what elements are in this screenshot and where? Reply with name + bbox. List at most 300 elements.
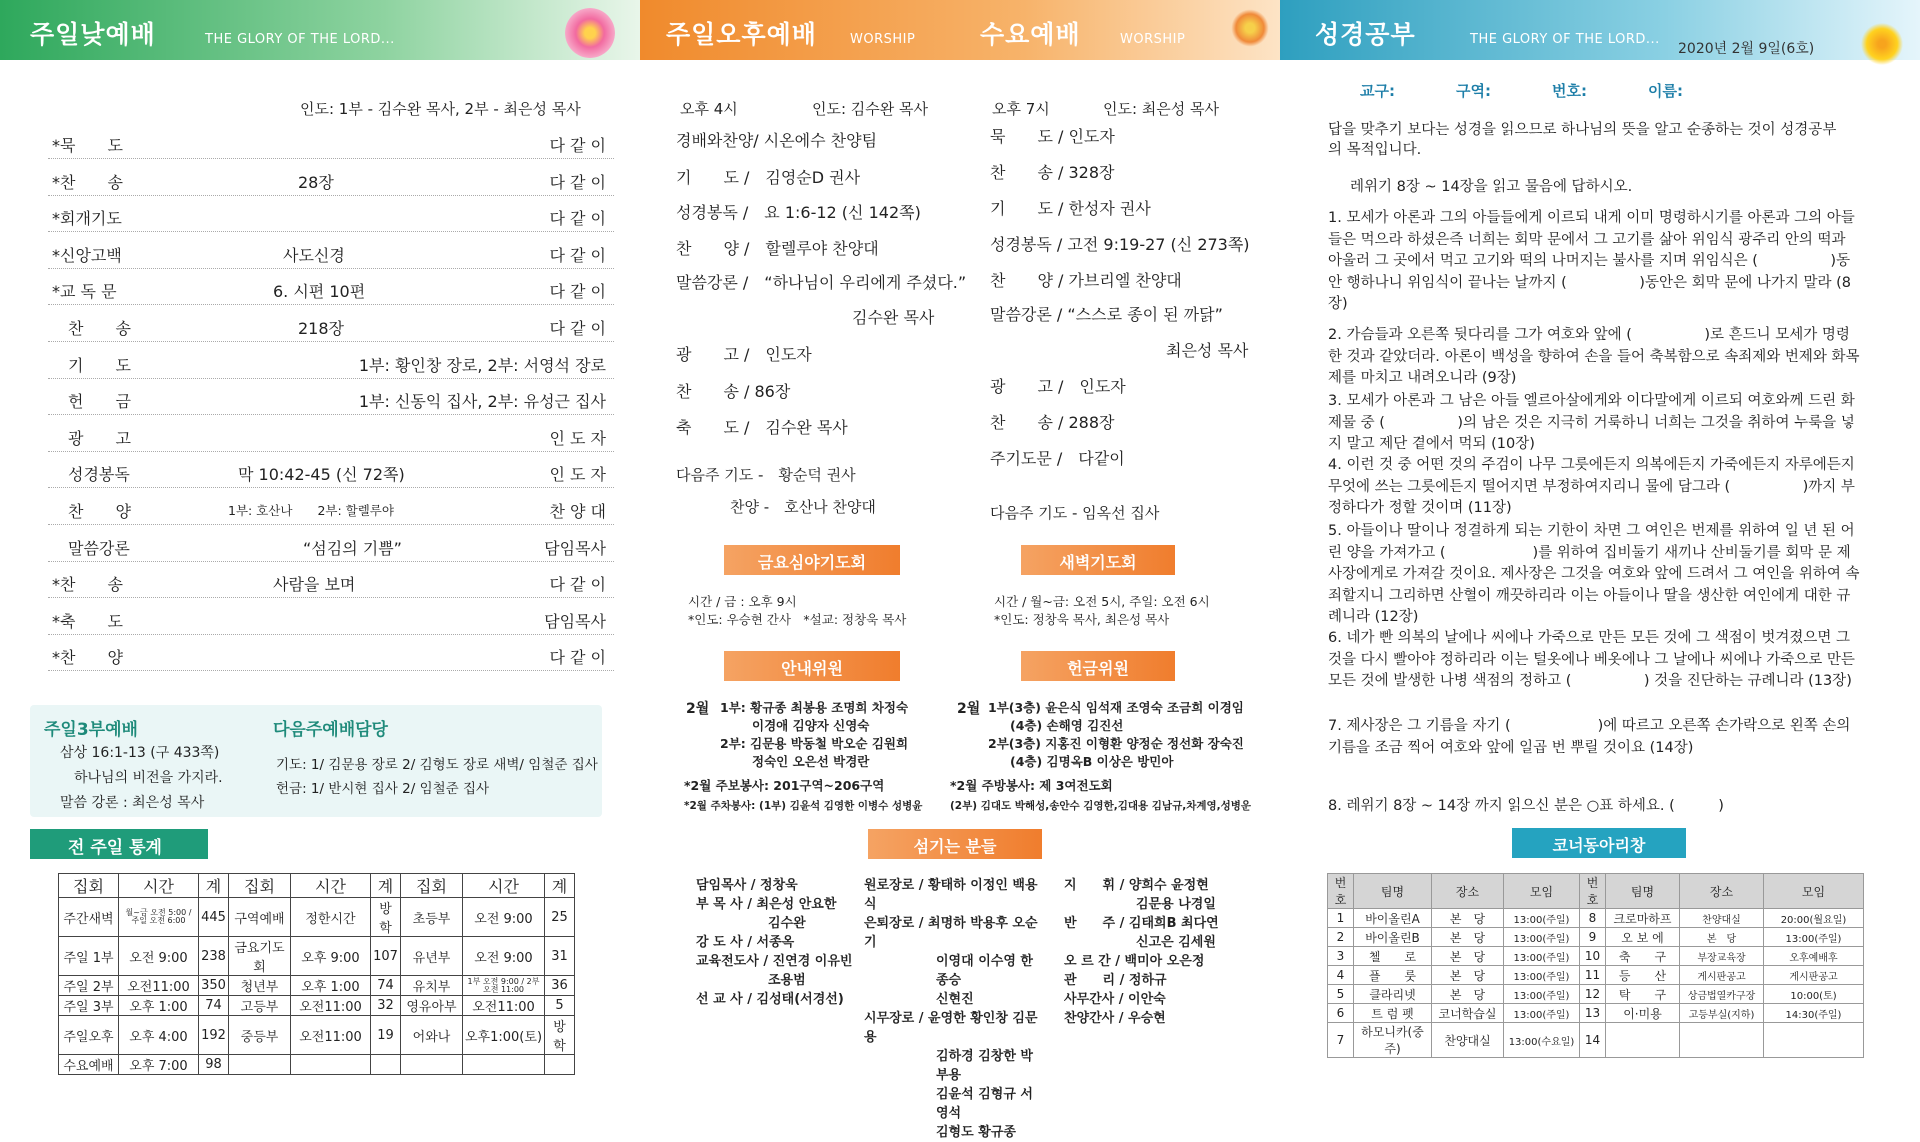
afternoon-line: 찬 송 / 86장 [676, 382, 791, 401]
club-row [1328, 909, 1864, 928]
club-cell [1764, 1023, 1864, 1058]
stats-row [59, 937, 575, 976]
order-leader: 인 도 자 [549, 428, 606, 448]
order-row [48, 526, 614, 562]
club-cell: 축 구 [1606, 947, 1680, 966]
stats-cell: 107 [371, 937, 401, 976]
stats-cell: 74 [199, 996, 229, 1016]
club-cell: 플 룻 [1354, 966, 1432, 985]
club-cell: 바이올린B [1354, 928, 1432, 947]
stats-cell: 주일 3부 [59, 996, 119, 1016]
order-row [48, 452, 614, 488]
stats-cell [545, 1055, 575, 1075]
afternoon-line: 김수완 목사 [852, 308, 935, 327]
bible-question: 7. 제사장은 그 기름을 자기 ( )에 따르고 오른쪽 손가락으로 왼쪽 손의 기름을 조금 찍어 여호와 앞에 일곱 번 뿌릴 것이요 (14장) [1328, 718, 1851, 756]
stats-cell: 445 [199, 898, 229, 937]
stats-cell: 74 [371, 976, 401, 996]
order-leader: 1부: 신동익 집사, 2부: 유성근 집사 [358, 392, 606, 412]
bible-question: 5. 아들이나 딸이나 정결하게 되는 기한이 차면 그 여인은 번제를 위하여 일 년 된 어린 양을 가져가고 ( )를 위하여 집비둘기 새끼나 산비둘기를 회막 문 제사장에게로 가져갈 것이요. 제사장은 그것을 여호와 앞에 드려서 그 여인을 위하여 속죄할지니 그리하면 산혈이 깨끗하리라 이는 아들이나 딸을 생산한 여인에게 대한 규례니라 (12장) [1328, 523, 1860, 625]
guide-bulletin-service: *2월 주보봉사: 201구역~206구역 [684, 778, 885, 793]
order-leader: 1부: 황인창 장로, 2부: 서영석 장로 [358, 355, 606, 375]
afternoon-line: 말씀강론 / “하나님이 우리에게 주셨다.” [676, 273, 967, 292]
order-row [48, 306, 614, 342]
servant-line: 관 리 / 정하규 [1064, 973, 1167, 988]
header-wednesday-title: 수요예배 [980, 20, 1081, 49]
club-cell: 9 [1580, 928, 1606, 947]
servant-line: 지 휘 / 양희수 윤정현 [1064, 878, 1209, 893]
stats-cell: 32 [371, 996, 401, 1016]
club-header-cell: 팀명 [1606, 874, 1680, 909]
club-cell: 게시판공고 [1680, 966, 1764, 985]
stats-header-cell: 시간 [291, 874, 371, 898]
flower-icon [565, 8, 615, 58]
wednesday-time: 오후 7시 [992, 100, 1050, 118]
wednesday-next-prayer: 다음주 기도 - 임옥선 집사 [990, 504, 1160, 522]
club-cell: 본 당 [1432, 985, 1504, 1004]
club-cell: 14:30(주일) [1764, 1004, 1864, 1023]
guide-line-4: 정숙인 오은선 박경란 [752, 754, 870, 769]
afternoon-line: 광 고 / 인도자 [676, 345, 812, 364]
order-leader: 다 같 이 [549, 282, 606, 302]
club-header-cell: 장소 [1432, 874, 1504, 909]
servant-line: 신고은 김세원 [1136, 935, 1216, 950]
third-service-preacher: 말씀 강론 : 최은성 목사 [60, 795, 205, 811]
stats-cell: 오후 1:00 [291, 976, 371, 996]
order-row [48, 123, 614, 159]
stats-cell [371, 1055, 401, 1075]
stats-cell [401, 1055, 463, 1075]
dawn-leaders: *인도: 정창욱 목사, 최은성 목사 [994, 612, 1170, 627]
club-cell: 찬양대실 [1432, 1023, 1504, 1058]
stats-header-cell: 계 [371, 874, 401, 898]
club-cell: 이·미용 [1606, 1004, 1680, 1023]
club-cell: 고등부실(지하) [1680, 1004, 1764, 1023]
stats-row [59, 1055, 575, 1075]
servant-line: 은퇴장로 / 최명하 박용후 오순기 [864, 916, 1038, 950]
club-cell: 13:00(주일) [1504, 947, 1580, 966]
order-label: *신앙고백 [52, 245, 122, 265]
offering-committee-title: 헌금위원 [1021, 651, 1175, 681]
order-detail: 사람을 보며 [273, 575, 356, 595]
stats-header-cell: 시간 [119, 874, 199, 898]
bulletin-date: 2020년 2월 9일(6호) [1678, 41, 1815, 57]
club-cell: 13:00(주일) [1504, 928, 1580, 947]
club-cell: 20:00(월요일) [1764, 909, 1864, 928]
servant-line: 조용범 [768, 973, 806, 988]
offering-line-4: (4층) 김명옥B 이상은 방민아 [1010, 754, 1174, 769]
third-service-scripture: 삼상 16:1-13 (구 433쪽) [60, 745, 220, 761]
stats-header-cell: 계 [545, 874, 575, 898]
club-cell: 크로마하프 [1606, 909, 1680, 928]
order-row [48, 379, 614, 415]
club-row [1328, 966, 1864, 985]
club-cell: 14 [1580, 1023, 1606, 1058]
club-cell: 13:00(주일) [1504, 909, 1580, 928]
club-header-cell: 모임 [1764, 874, 1864, 909]
stats-cell: 1부 오전 9:00 / 2부 오전 11:00 [463, 976, 545, 996]
stats-header-cell: 집회 [59, 874, 119, 898]
servant-line: 찬양간사 / 우승현 [1064, 1011, 1166, 1026]
club-cell: 본 당 [1432, 966, 1504, 985]
club-cell: 게시판공고 [1764, 966, 1864, 985]
header-afternoon-title: 주일오후예배 [666, 20, 817, 49]
stats-title: 전 주일 통계 [30, 829, 208, 859]
stats-cell: 오전 9:00 [463, 937, 545, 976]
offering-line-3: 2부(3층) 지홍진 이형환 양정순 정선화 장숙진 [988, 736, 1244, 751]
club-cell: 오 보 에 [1606, 928, 1680, 947]
club-cell: 10:00(토) [1764, 985, 1864, 1004]
header-bible [1280, 0, 1920, 60]
order-row [48, 562, 614, 598]
club-cell: 하모니카(중주) [1354, 1023, 1432, 1058]
next-week-title: 다음주예배담당 [273, 720, 388, 740]
order-detail: 218장 [298, 319, 344, 338]
next-week-offering: 헌금: 1/ 반시현 집사 2/ 임철준 집사 [276, 781, 490, 797]
guide-committee-title: 안내위원 [724, 651, 900, 681]
order-label: *찬 양 [52, 648, 123, 668]
stats-cell: 오전 9:00 [119, 937, 199, 976]
stats-cell: 98 [199, 1055, 229, 1075]
stats-cell: 유치부 [401, 976, 463, 996]
club-row [1328, 928, 1864, 947]
servant-line: 반 주 / 김태희B 최다연 [1064, 916, 1219, 931]
stats-cell: 방학 [371, 898, 401, 937]
club-cell: 탁 구 [1606, 985, 1680, 1004]
club-cell: 부장교육장 [1680, 947, 1764, 966]
header-sunday-title: 주일낮예배 [30, 20, 156, 49]
stats-cell: 수요예배 [59, 1055, 119, 1075]
servant-line: 김윤석 김형규 서영석 [936, 1087, 1033, 1121]
bible-intro: 답을 맞추기 보다는 성경을 읽으므로 하나님의 뜻을 알고 순종하는 것이 성경공부의 목적입니다. [1328, 122, 1837, 158]
field-group: 구역: [1456, 82, 1491, 100]
stats-cell: 청년부 [229, 976, 291, 996]
flower-icon [1858, 20, 1906, 68]
header-bible-sub: THE GLORY OF THE LORD... [1470, 32, 1660, 47]
club-cell: 13:00(주일) [1764, 928, 1864, 947]
order-row [48, 635, 614, 671]
third-service-box [30, 705, 602, 817]
stats-cell: 5 [545, 996, 575, 1016]
wednesday-line: 최은성 목사 [1166, 341, 1249, 360]
wednesday-line: 찬 송 / 328장 [990, 163, 1115, 182]
order-row [48, 269, 614, 305]
stats-header-cell: 집회 [229, 874, 291, 898]
order-label: *축 도 [52, 611, 123, 631]
order-row [48, 416, 614, 452]
club-cell: 11 [1580, 966, 1606, 985]
stats-row [59, 996, 575, 1016]
field-name: 이름: [1648, 82, 1683, 100]
order-label: 찬 양 [52, 502, 131, 521]
order-row [48, 489, 614, 525]
stats-cell: 초등부 [401, 898, 463, 937]
bible-task: 레위기 8장 ~ 14장을 읽고 물음에 답하시오. [1350, 179, 1633, 195]
order-label: *찬 송 [52, 172, 123, 192]
servant-line: 사무간사 / 이안숙 [1064, 992, 1166, 1007]
wednesday-line: 찬 양 / 가브리엘 찬양대 [990, 271, 1182, 290]
bible-question: 8. 레위기 8장 ~ 14장 까지 읽으신 분은 ○표 하세요. ( ) [1328, 798, 1724, 814]
order-label: 광 고 [52, 428, 131, 448]
club-cell: 10 [1580, 947, 1606, 966]
friday-time: 시간 / 금 : 오후 9시 [688, 594, 797, 609]
order-detail: “섬김의 기쁨” [303, 538, 402, 558]
stats-cell: 주일 2부 [59, 976, 119, 996]
club-cell: 찬양대실 [1680, 909, 1764, 928]
stats-header-cell: 집회 [401, 874, 463, 898]
order-row [48, 160, 614, 196]
stats-cell: 192 [199, 1016, 229, 1055]
club-cell: 7 [1328, 1023, 1354, 1058]
club-cell: 본 당 [1432, 928, 1504, 947]
stats-cell: 오전11:00 [291, 996, 371, 1016]
club-cell: 바이올린A [1354, 909, 1432, 928]
servant-line: 시무장로 / 윤영한 황인창 김문용 [864, 1011, 1038, 1045]
stats-cell: 오후 7:00 [119, 1055, 199, 1075]
wednesday-line: 주기도문 / 다같이 [990, 449, 1125, 468]
order-leader: 다 같 이 [549, 575, 606, 595]
header-afternoon [640, 0, 1280, 60]
club-cell: 4 [1328, 966, 1354, 985]
club-cell: 13:00(주일) [1504, 1004, 1580, 1023]
club-cell [1606, 1023, 1680, 1058]
servant-line: 선 교 사 / 김성태(서경선) [696, 992, 844, 1007]
stats-cell: 오전11:00 [119, 976, 199, 996]
club-header-cell: 번호 [1580, 874, 1606, 909]
afternoon-line: 기 도 / 김영순D 권사 [676, 168, 861, 187]
club-cell: 5 [1328, 985, 1354, 1004]
bible-question: 6. 네가 빤 의복의 날에나 씨에나 가죽으로 만든 모든 것에 그 색점이 벗겨졌으면 그것을 다시 빨아야 정하리라 이는 털옷에나 베옷에나 그 날에나 씨에나 가죽으로 만든 모든 것에 발생한 나병 색점의 정하고 ( ) 것을 진단하는 규례니라 (13장) [1328, 630, 1855, 689]
club-cell: 첼 로 [1354, 947, 1432, 966]
field-district: 교구: [1360, 82, 1395, 100]
stats-cell: 고등부 [229, 996, 291, 1016]
header-sunday [0, 0, 640, 60]
offering-kitchen-service: *2월 주방봉사: 제 3여전도회 [950, 778, 1113, 793]
stats-cell: 오후1:00(토) [463, 1016, 545, 1055]
header-afternoon-sub: WORSHIP [850, 32, 916, 47]
stats-cell [229, 1055, 291, 1075]
servants-col-3 [1064, 876, 1224, 1028]
guide-month: 2월 [686, 701, 710, 717]
next-week-prayer: 기도: 1/ 김문용 장로 2/ 김형도 장로 새벽/ 임철준 집사 [276, 757, 598, 773]
wednesday-leader: 인도: 최은성 목사 [1103, 100, 1220, 118]
stats-header-cell: 계 [199, 874, 229, 898]
order-leader: 다 같 이 [549, 648, 606, 668]
club-cell: 3 [1328, 947, 1354, 966]
stats-cell: 오전 9:00 [463, 898, 545, 937]
order-label: 성경봉독 [52, 465, 130, 485]
stats-cell [463, 1055, 545, 1075]
stats-cell: 오후 4:00 [119, 1016, 199, 1055]
club-cell: 본 당 [1432, 947, 1504, 966]
order-row [48, 343, 614, 379]
stats-cell: 36 [545, 976, 575, 996]
club-cell: 트 럼 펫 [1354, 1004, 1432, 1023]
club-cell: 코너학습실 [1432, 1004, 1504, 1023]
bible-question: 4. 이런 것 중 어떤 것의 주검이 나무 그릇에든지 의복에든지 가죽에든지 자루에든지 무엇에 쓰는 그릇에든지 떨어지면 부정하여지리니 물에 담그라 ( )까지 부정하다가 정할 것이며 (11장) [1328, 457, 1855, 516]
order-leader: 다 같 이 [549, 209, 606, 229]
corner-club-title: 코너동아리창 [1512, 828, 1686, 858]
stats-cell: 주간새벽 [59, 898, 119, 937]
guide-parking-service: *2월 주차봉사: (1부) 김윤석 김영한 이병수 성병윤 [684, 800, 923, 812]
order-leader: 다 같 이 [549, 319, 606, 338]
servant-line: 김하경 김창한 박부용 [936, 1049, 1033, 1083]
afternoon-line: 축 도 / 김수완 목사 [676, 418, 848, 437]
servant-line: 오 르 간 / 백미아 오은정 [1064, 954, 1205, 969]
club-cell: 13:00(주일) [1504, 966, 1580, 985]
header-bible-title: 성경공부 [1315, 20, 1416, 49]
stats-cell: 오후 1:00 [119, 996, 199, 1016]
bible-question: 2. 가슴들과 오른쪽 뒷다리를 그가 여호와 앞에 ( )로 흔드니 모세가 명령한 것과 같았더라. 아론이 백성을 향하여 손을 들어 축복함으로 속죄제와 번제와 화목제를 마치고 내려오니라 (9장) [1328, 327, 1860, 386]
afternoon-next-prayer: 다음주 기도 - 황순덕 권사 [676, 466, 856, 484]
club-cell: 6 [1328, 1004, 1354, 1023]
third-service-title: 주일3부예배 [44, 720, 138, 740]
club-table [1327, 873, 1864, 1058]
order-label: 헌 금 [52, 392, 131, 412]
order-leader: 담임목사 [544, 611, 606, 631]
afternoon-line: 성경봉독 / 요 1:6-12 (신 142쪽) [676, 203, 921, 222]
bible-question: 1. 모세가 아론과 그의 아들들에게 이르되 내게 이미 명령하시기를 아론과 그의 아들들은 먹으라 하셨은즉 너희는 회막 문에서 그 고기를 삶아 위임식 광주리 안의 떡과 아울러 그 곳에서 먹고 고기와 떡의 나머지는 불사를 지며 위임식은 ( )동안 행하나니 위임식이 끝나는 날까지 ( )동안은 회막 문에 나가지 말라 (8장) [1328, 210, 1855, 312]
stats-cell: 오후 9:00 [291, 937, 371, 976]
servant-line: 교육전도사 / 진연경 이유빈 [696, 954, 853, 969]
club-cell [1680, 1023, 1764, 1058]
friday-leaders: *인도: 우승현 간사 *설교: 정창욱 목사 [688, 612, 907, 627]
servant-line: 신현진 [936, 992, 974, 1007]
header-wednesday-sub: WORSHIP [1120, 32, 1186, 47]
club-cell: 8 [1580, 909, 1606, 928]
servants-col-1 [696, 876, 866, 1009]
dawn-prayer-title: 새벽기도회 [1021, 545, 1175, 575]
order-row [48, 233, 614, 269]
stats-cell: 구역예배 [229, 898, 291, 937]
stats-cell: 주일 1부 [59, 937, 119, 976]
guide-line-1: 1부: 황규종 최봉용 조명희 차정숙 [720, 700, 909, 715]
stats-cell: 방학 [545, 1016, 575, 1055]
wednesday-line: 성경봉독 / 고전 9:19-27 (신 273쪽) [990, 235, 1250, 254]
stats-cell: 350 [199, 976, 229, 996]
stats-header-cell: 시간 [463, 874, 545, 898]
wednesday-line: 말씀강론 / “스스로 종이 된 까닭” [990, 305, 1223, 324]
order-detail: 사도신경 [283, 245, 345, 265]
servant-line: 이영대 이수영 한종승 [936, 954, 1033, 988]
dawn-time: 시간 / 월~금: 오전 5시, 주일: 오전 6시 [994, 594, 1210, 609]
field-number: 번호: [1552, 82, 1587, 100]
order-label: *회개기도 [52, 209, 122, 229]
club-cell: 본 당 [1432, 909, 1504, 928]
stats-cell: 오전11:00 [291, 1016, 371, 1055]
order-row [48, 196, 614, 232]
stats-cell: 오전11:00 [463, 996, 545, 1016]
afternoon-time: 오후 4시 [680, 100, 738, 118]
order-leader: 다 같 이 [549, 245, 606, 265]
stats-cell: 주일오후 [59, 1016, 119, 1055]
club-header-cell: 팀명 [1354, 874, 1432, 909]
stats-cell: 31 [545, 937, 575, 976]
club-header-cell: 번호 [1328, 874, 1354, 909]
stats-cell: 25 [545, 898, 575, 937]
offering-month: 2월 [957, 701, 981, 717]
friday-prayer-title: 금요심야기도회 [724, 545, 900, 575]
servant-line: 부 목 사 / 최은성 안요한 [696, 897, 837, 912]
stats-cell: 238 [199, 937, 229, 976]
header-sunday-sub: THE GLORY OF THE LORD... [205, 32, 395, 47]
order-label: *묵 도 [52, 136, 123, 155]
guide-line-3: 2부: 김문용 박동철 박오순 김원희 [720, 736, 909, 751]
stats-cell: 금요기도회 [229, 937, 291, 976]
order-leader: 다 같 이 [549, 172, 606, 192]
servants-col-2 [864, 876, 1044, 1142]
order-label: 기 도 [52, 355, 131, 375]
club-cell: 1 [1328, 909, 1354, 928]
bible-question: 3. 모세가 아론과 그 남은 아들 엘르아살에게와 이다말에게 이르되 여호와께 드린 화제물 중 ( )의 남은 것은 지극히 거룩하니 너희는 그것을 취하여 누룩을 넣지 말고 제단 곁에서 먹되 (10장) [1328, 393, 1855, 452]
servants-title: 섬기는 분들 [868, 829, 1042, 859]
club-header-cell: 모임 [1504, 874, 1580, 909]
servant-line: 원로장로 / 황태하 이정인 백용식 [864, 878, 1038, 912]
offering-parking-service: (2부) 김대도 박해성,송안수 김영한,김대용 김남규,차계영,성병운 [950, 800, 1252, 812]
guide-line-2: 이경애 김양자 신영숙 [752, 718, 870, 733]
wednesday-line: 묵 도 / 인도자 [990, 127, 1115, 146]
stats-cell: 중등부 [229, 1016, 291, 1055]
stats-cell: 정한시간 [291, 898, 371, 937]
afternoon-next-praise: 찬양 - 호산나 찬양대 [730, 498, 876, 516]
offering-line-1: 1부(3층) 윤은식 임석재 조영숙 조금희 이경임 [988, 700, 1244, 715]
stats-row [59, 1016, 575, 1055]
stats-cell: 19 [371, 1016, 401, 1055]
club-cell: 본 당 [1680, 928, 1764, 947]
order-detail: 28장 [298, 172, 334, 192]
wednesday-line: 찬 송 / 288장 [990, 413, 1115, 432]
club-row [1328, 947, 1864, 966]
third-service-sermon-title: 하나님의 비전을 가지라. [74, 770, 223, 786]
servant-line: 김수완 [768, 916, 806, 931]
stats-cell: 월~금 오전 5:00 / 주일 오전 6:00 [119, 898, 199, 937]
stats-cell: 어와나 [401, 1016, 463, 1055]
club-cell: 12 [1580, 985, 1606, 1004]
flower-icon [1228, 6, 1272, 50]
servant-line: 담임목사 / 정창욱 [696, 878, 798, 893]
stats-cell: 유년부 [401, 937, 463, 976]
stats-row [59, 976, 575, 996]
sunday-leader: 인도: 1부 - 김수완 목사, 2부 - 최은성 목사 [300, 100, 581, 118]
order-label: 말씀강론 [52, 538, 130, 558]
attendance-stats-table [58, 873, 575, 1075]
stats-cell: 영유아부 [401, 996, 463, 1016]
club-cell: 상금법열카구장 [1680, 985, 1764, 1004]
order-leader: 찬 양 대 [549, 502, 606, 521]
wednesday-line: 광 고 / 인도자 [990, 377, 1126, 396]
offering-line-2: (4층) 손해영 김진선 [1010, 718, 1124, 733]
afternoon-leader: 인도: 김수완 목사 [812, 100, 929, 118]
club-row [1328, 1004, 1864, 1023]
stats-header-row [59, 874, 575, 898]
order-label: 찬 송 [52, 319, 131, 338]
order-leader: 담임목사 [544, 538, 606, 558]
order-label: *찬 송 [52, 575, 123, 595]
order-row [48, 599, 614, 635]
order-detail: 1부: 호산나 2부: 할렐루야 [228, 503, 394, 518]
club-cell: 13:00(수요일) [1504, 1023, 1580, 1058]
club-cell: 등 산 [1606, 966, 1680, 985]
servant-line: 김형도 황규종 [936, 1125, 1016, 1140]
afternoon-line: 경배와찬양/ 시온에수 찬양팀 [676, 131, 878, 150]
servant-line: 김문용 나경일 [1136, 897, 1216, 912]
order-label: *교 독 문 [52, 282, 117, 302]
order-leader: 다 같 이 [549, 136, 606, 155]
servant-line: 강 도 사 / 서종옥 [696, 935, 795, 950]
club-header-row [1328, 874, 1864, 909]
club-cell: 13 [1580, 1004, 1606, 1023]
order-detail: 막 10:42-45 (신 72쪽) [238, 465, 405, 485]
club-cell: 13:00(주일) [1504, 985, 1580, 1004]
